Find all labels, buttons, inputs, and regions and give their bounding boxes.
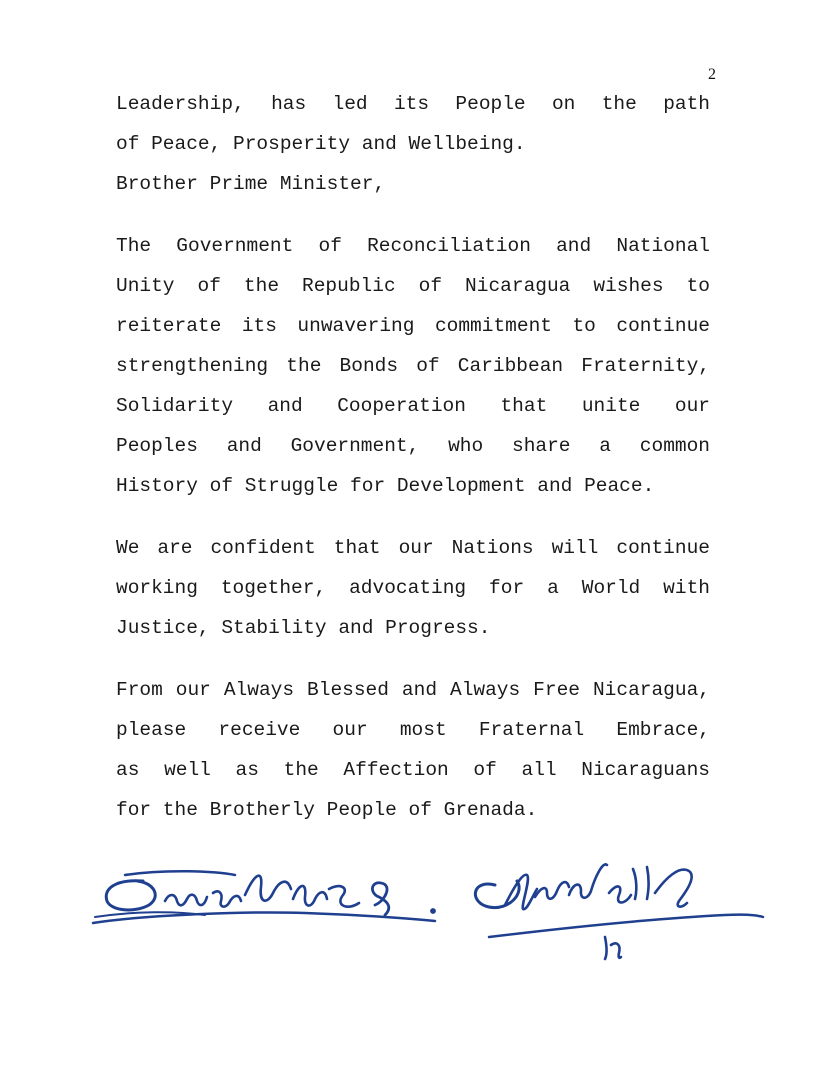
signature-left — [93, 871, 435, 923]
signature-right — [475, 864, 763, 959]
ink-group — [93, 864, 763, 959]
letter-body — [116, 84, 710, 830]
text-line: Justice, Stability and Progress. — [116, 617, 491, 639]
paragraph-1 — [116, 84, 710, 204]
text-line: Unity of the Republic of Nicaragua wishes to — [116, 275, 710, 297]
text-line: working together, advocating for a World with — [116, 577, 710, 599]
signature-dot — [431, 909, 436, 914]
text-line: for the Brotherly People of Grenada. — [116, 799, 538, 821]
text-line: The Government of Reconciliation and National — [116, 235, 710, 257]
text-line: Leadership, has led its People on the path — [116, 93, 710, 115]
signatures-svg — [85, 845, 775, 965]
text-line: Brother Prime Minister, — [116, 173, 386, 195]
paragraph-4 — [116, 670, 710, 830]
text-line: as well as the Affection of all Nicaraguans — [116, 759, 710, 781]
text-line: strengthening the Bonds of Caribbean Fraternity, — [116, 355, 710, 377]
text-line: of Peace, Prosperity and Wellbeing. — [116, 133, 526, 155]
text-line: We are confident that our Nations will continue — [116, 537, 710, 559]
paragraph-3 — [116, 528, 710, 648]
paragraph-2 — [116, 226, 710, 506]
page-number: 2 — [708, 66, 716, 83]
text-line: From our Always Blessed and Always Free Nicaragua, — [116, 679, 710, 701]
text-line: Peoples and Government, who share a common — [116, 435, 710, 457]
text-line: reiterate its unwavering commitment to continue — [116, 315, 710, 337]
text-line: please receive our most Fraternal Embrace, — [116, 719, 710, 741]
text-line: History of Struggle for Development and Peace. — [116, 475, 655, 497]
text-line: Solidarity and Cooperation that unite our — [116, 395, 710, 417]
signature-block — [85, 845, 775, 965]
